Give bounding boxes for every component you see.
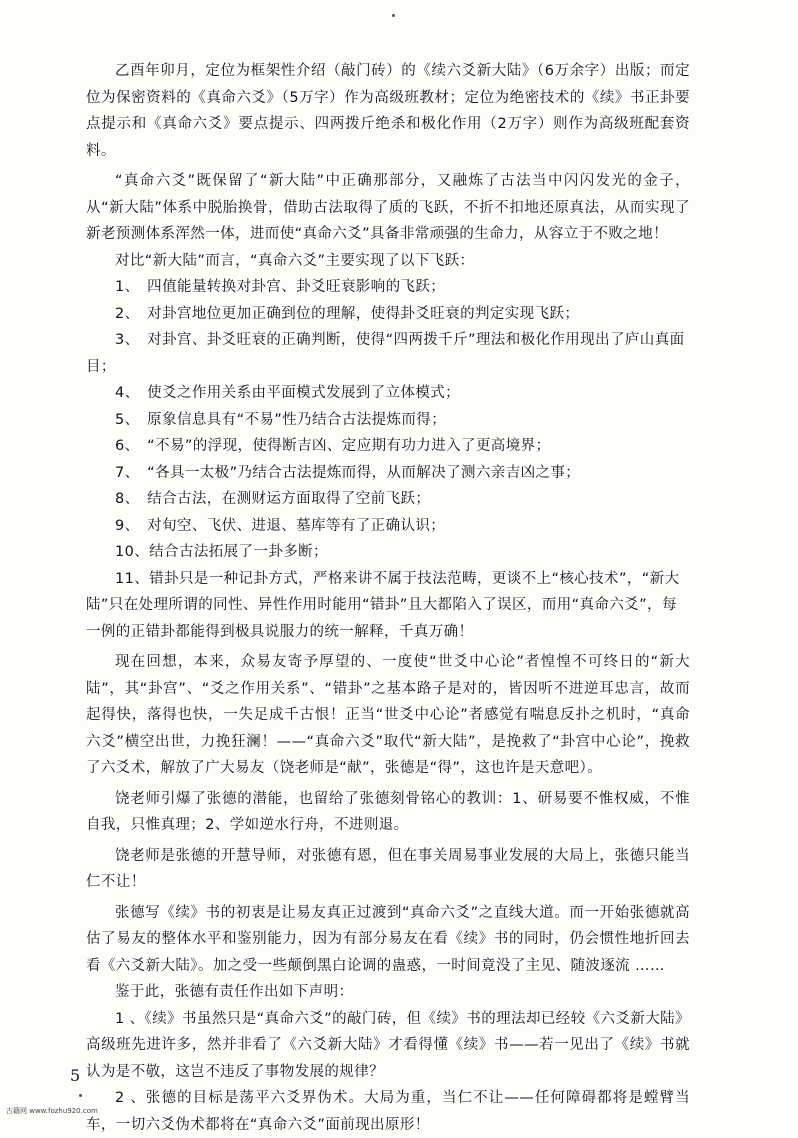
list-item: 6、 “不易”的浮现，使得断吉凶、定应期有功力进入了更高境界； <box>115 438 551 454</box>
paragraph-comparison: 对比“新大陆”而言，“真命六爻”主要实现了以下飞跃： <box>115 252 475 269</box>
paragraph-intro: 乙酉年卯月，定位为框架性介绍（敲门砖）的《续六爻新大陆》（6万余字）出版；而定位为保密资料的《真命六爻》（5万字）作为高级班教材；定位为绝密技术的《续》书正卦要点提示和《真命六爻》要点提示、四两拨斤绝杀和极化作用（2万字）则作为高级班配套资料。 <box>86 63 690 159</box>
scan-speck <box>392 14 395 17</box>
footer-watermark: 古籍网 www.fozhu920.com <box>6 1107 98 1115</box>
improvement-list <box>86 274 690 645</box>
list-item: 1、 四值能量转换对卦宫、卦爻旺衰影响的飞跃； <box>115 279 446 295</box>
document-body <box>86 58 690 1138</box>
statement-item-2: 2 、张德的目标是荡平六爻界伪术。大局为重，当仁不让——任何障碍都将是螳臂当车，一切六爻伪术都将在“真命六爻”面前现出原形！ <box>86 1090 690 1133</box>
page-number: 5 <box>70 1066 81 1085</box>
paragraph-zhenming: “真命六爻”既保留了“新大陆”中正确那部分，又融炼了古法当中闪闪发光的金子，从“新大陆”体系中脱胎换骨，借助古法取得了质的飞跃，不折不扣地还原真法，从而实现了新老预测体系浑然一体，进而使“真命六爻”具备非常顽强的生命力，从容立于不败之地！ <box>86 173 690 242</box>
list-item: 5、 原象信息具有“不易”性乃结合古法提炼而得； <box>115 411 447 428</box>
statement-item-1: 1 、《续》书虽然只是“真命六爻”的敲门砖，但《续》书的理法却已经较《六爻新大陆》高级班先进许多，然并非看了《六爻新大陆》才看得懂《续》书——若一见出了《续》书就认为是不敬，这岂不违反了事物发展的规律？ <box>86 1010 690 1080</box>
list-item: 7、 “各具一太极”乃结合古法提炼而得，从而解决了测六亲吉凶之事； <box>115 464 581 481</box>
list-item: 11、错卦只是一种记卦方式，严格来讲不属于技法范畴，更谈不上“核心技术”，“新大陆”只在处理所谓的同性、异性作用时能用“错卦”且大都陷入了误区，而用“真命六爻”，每一例的正错卦都能得到极具说服力的统一解释，千真万确！ <box>86 570 680 640</box>
list-item: 10、结合古法拓展了一卦多断； <box>115 544 328 560</box>
paragraph-lesson: 饶老师引爆了张德的潜能，也留给了张德刻骨铭心的教训：1、研易要不惟权威，不惟自我，只惟真理；2、学如逆水行舟，不进则退。 <box>86 790 690 833</box>
list-item: 9、 对旬空、飞伏、进退、墓库等有了正确认识； <box>115 517 446 534</box>
paragraph-mentor: 饶老师是张德的开慧导师，对张德有恩，但在事关周易事业发展的大局上，张德只能当仁不让！ <box>86 847 690 890</box>
paragraph-statement-intro: 鉴于此，张德有责任作出如下声明： <box>115 984 354 1000</box>
list-item: 8、 结合古法，在测财运方面取得了空前飞跃； <box>115 491 431 507</box>
list-item: 2、 对卦宫地位更加正确到位的理解，使得卦爻旺衰的判定实现飞跃； <box>115 305 580 322</box>
paragraph-intent: 张德写《续》书的初衷是让易友真正过渡到“真命六爻”之直线大道。而一开始张德就高估了易友的整体水平和鉴别能力，因为有部分易友在看《续》书的同时，仍会惯性地折回去看《六爻新大陆》。加之受一些颠倒黑白论调的蛊惑，一时间竟没了主见、随波逐流 …… <box>86 904 690 974</box>
scan-speck <box>79 1094 82 1097</box>
list-item: 4、 使爻之作用关系由平面模式发展到了立体模式； <box>115 385 461 401</box>
list-item: 3、 对卦宫、卦爻旺衰的正确判断，使得“四两拨千斤”理法和极化作用现出了庐山真面目； <box>86 332 685 375</box>
paragraph-retrospect: 现在回想，本来，众易友寄予厚望的、一度使“世爻中心论”者惶惶不可终日的“新大陆”，其“卦宫”、“爻之作用关系”、“错卦”之基本路子是对的，皆因听不进逆耳忠言，故而起得快，落得也快，一失足成千古恨！正当“世爻中心论”者感觉有喘息反扑之机时，“真命六爻”横空出世，力挽狂澜！——“真命六爻”取代“新大陆”，是挽救了“卦宫中心论”，挽救了六爻术，解放了广大易友（饶老师是“献”，张德是“得”，这也许是天意吧）。 <box>86 654 690 776</box>
